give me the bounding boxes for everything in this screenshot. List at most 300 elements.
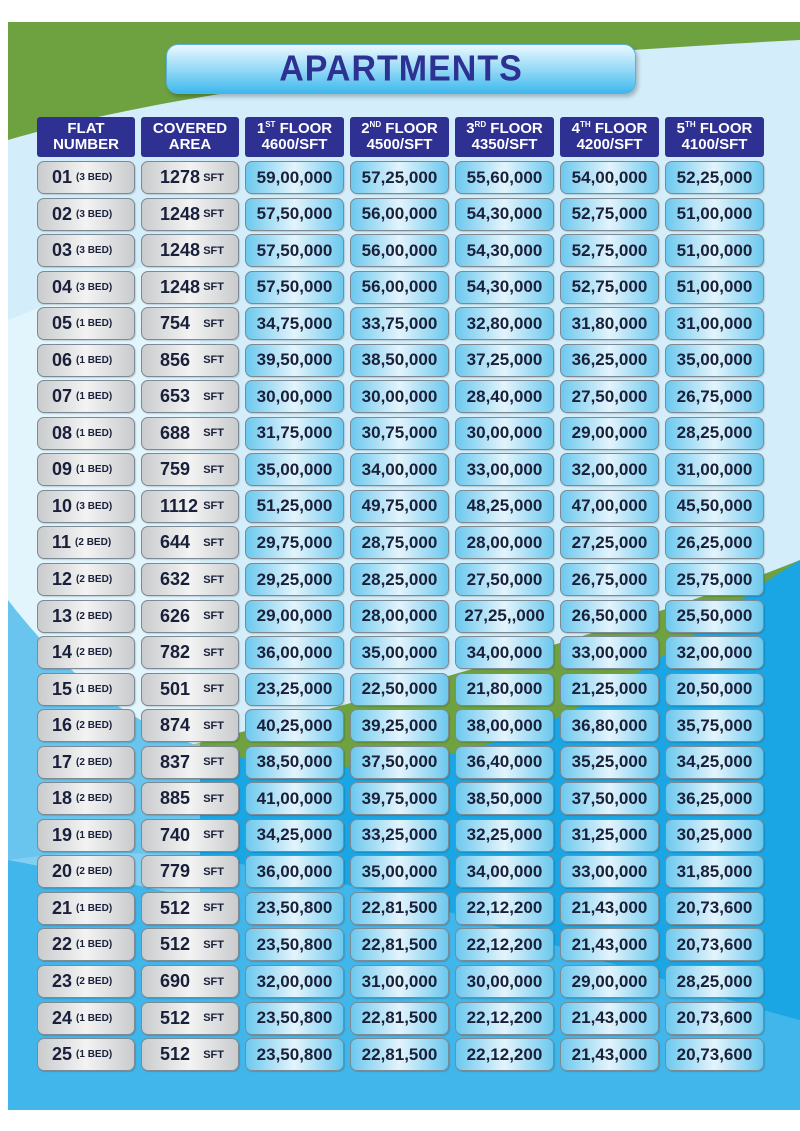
- floor-4-price: 27,25,000: [560, 526, 659, 559]
- header-text: FLOOR: [695, 120, 753, 137]
- floor-3-price: 32,25,000: [455, 819, 554, 852]
- flat-number: 15: [52, 678, 73, 699]
- covered-area-cell: [141, 673, 239, 706]
- floor-5-price: 30,25,000: [665, 819, 764, 852]
- flat-number: 06: [52, 349, 73, 370]
- floor-5-price: 32,00,000: [665, 636, 764, 669]
- floor-2-price: 39,25,000: [350, 709, 449, 742]
- area-unit: SFT: [203, 500, 224, 513]
- floor-1-price: 57,50,000: [245, 271, 344, 304]
- flat-number: 13: [52, 605, 73, 626]
- floor-4-price: 21,25,000: [560, 673, 659, 706]
- covered-area-value: 1248: [160, 276, 201, 297]
- floor-5-price: 36,25,000: [665, 782, 764, 815]
- floor-4-price: 26,50,000: [560, 600, 659, 633]
- floor-4-price: 27,50,000: [560, 380, 659, 413]
- floor-2-price: 28,25,000: [350, 563, 449, 596]
- covered-area-cell: [141, 928, 239, 961]
- floor-4-price: 29,00,000: [560, 417, 659, 450]
- floor-4-price: 21,43,000: [560, 1002, 659, 1035]
- column-header-line2: 4100/SFT: [681, 136, 748, 153]
- bed-count: (3 BED): [76, 172, 113, 183]
- flat-number: 17: [52, 751, 73, 772]
- floor-5-price: 26,25,000: [665, 526, 764, 559]
- covered-area-cell: [141, 344, 239, 377]
- header-text: FLAT: [67, 120, 105, 137]
- floor-1-price: 32,00,000: [245, 965, 344, 998]
- floor-1-price: 38,50,000: [245, 746, 344, 779]
- bed-count: (2 BED): [76, 610, 113, 622]
- covered-area-value: 653: [160, 386, 191, 407]
- bed-count: (3 BED): [76, 500, 113, 512]
- floor-2-price: 30,00,000: [350, 380, 449, 413]
- flat-number-cell: [37, 526, 135, 559]
- covered-area-value: 1248: [160, 203, 201, 224]
- area-unit: SFT: [203, 646, 224, 659]
- floor-1-price: 34,25,000: [245, 819, 344, 852]
- header-text: FLOOR: [486, 120, 543, 137]
- flat-number-cell: [37, 453, 135, 486]
- area-unit: SFT: [203, 938, 224, 951]
- floor-2-price: 56,00,000: [350, 271, 449, 304]
- covered-area-value: 885: [160, 788, 191, 809]
- flat-number: 14: [52, 642, 73, 663]
- floor-3-price: 36,40,000: [455, 746, 554, 779]
- floor-5-price: 31,85,000: [665, 855, 764, 888]
- covered-area-value: 759: [160, 459, 191, 480]
- floor-2-price: 22,81,500: [350, 1002, 449, 1035]
- title-banner: [166, 44, 636, 94]
- floor-1-price: 23,50,800: [245, 892, 344, 925]
- column-header: [665, 117, 764, 157]
- floor-2-price: 33,25,000: [350, 819, 449, 852]
- header-text: FLOOR: [381, 120, 438, 137]
- floor-1-price: 34,75,000: [245, 307, 344, 340]
- bed-count: (2 BED): [76, 720, 113, 732]
- flat-number-cell: [37, 855, 135, 888]
- covered-area-value: 1112: [160, 495, 199, 516]
- flat-number-cell: [37, 417, 135, 450]
- area-unit: SFT: [203, 208, 224, 221]
- flat-number: 22: [52, 934, 73, 955]
- bed-count: (2 BED): [76, 647, 113, 659]
- covered-area-cell: [141, 782, 239, 815]
- column-header: [350, 117, 449, 157]
- floor-3-price: 30,00,000: [455, 417, 554, 450]
- covered-area-value: 626: [160, 605, 191, 626]
- floor-4-price: 35,25,000: [560, 746, 659, 779]
- area-unit: SFT: [203, 390, 224, 403]
- floor-2-price: 56,00,000: [350, 198, 449, 231]
- floor-4-price: 52,75,000: [560, 234, 659, 267]
- floor-1-price: 57,50,000: [245, 234, 344, 267]
- bed-count: (1 BED): [76, 391, 113, 403]
- column-header: [141, 117, 239, 157]
- floor-2-price: 49,75,000: [350, 490, 449, 523]
- flat-number-cell: [37, 673, 135, 706]
- covered-area-cell: [141, 271, 239, 304]
- floor-3-price: 34,00,000: [455, 636, 554, 669]
- floor-5-price: 31,00,000: [665, 453, 764, 486]
- bed-count: (2 BED): [76, 866, 113, 878]
- floor-4-price: 21,43,000: [560, 928, 659, 961]
- header-superscript: ND: [369, 120, 382, 129]
- floor-4-price: 31,80,000: [560, 307, 659, 340]
- floor-5-price: 51,00,000: [665, 234, 764, 267]
- flat-number-cell: [37, 965, 135, 998]
- floor-5-price: 31,00,000: [665, 307, 764, 340]
- floor-3-price: 28,40,000: [455, 380, 554, 413]
- floor-2-price: 33,75,000: [350, 307, 449, 340]
- header-text: 4: [571, 120, 580, 137]
- flat-number-cell: [37, 161, 135, 194]
- floor-5-price: 20,73,600: [665, 892, 764, 925]
- covered-area-cell: [141, 417, 239, 450]
- floor-2-price: 35,00,000: [350, 636, 449, 669]
- bed-count: (1 BED): [76, 829, 113, 841]
- flat-number: 24: [52, 1007, 73, 1028]
- flat-number-cell: [37, 563, 135, 596]
- area-unit: SFT: [203, 573, 224, 586]
- column-header-line2: 4600/SFT: [261, 136, 328, 153]
- floor-4-price: 52,75,000: [560, 271, 659, 304]
- flat-number: 23: [52, 971, 73, 992]
- bed-count: (1 BED): [76, 354, 113, 366]
- flat-number: 05: [52, 313, 73, 334]
- flat-number-cell: [37, 198, 135, 231]
- flat-number-cell: [37, 746, 135, 779]
- floor-1-price: 29,75,000: [245, 526, 344, 559]
- floor-4-price: 36,80,000: [560, 709, 659, 742]
- floor-2-price: 22,81,500: [350, 892, 449, 925]
- bed-count: (2 BED): [76, 756, 113, 768]
- flat-number-cell: [37, 782, 135, 815]
- bed-count: (3 BED): [76, 245, 113, 257]
- floor-2-price: 37,50,000: [350, 746, 449, 779]
- floor-3-price: 32,80,000: [455, 307, 554, 340]
- floor-2-price: 22,81,500: [350, 928, 449, 961]
- covered-area-value: 837: [160, 751, 191, 772]
- column-header-line2: NUMBER: [53, 136, 119, 153]
- area-unit: SFT: [203, 975, 224, 988]
- floor-4-price: 36,25,000: [560, 344, 659, 377]
- floor-5-price: 25,75,000: [665, 563, 764, 596]
- floor-3-price: 27,25,,000: [455, 600, 554, 633]
- bed-count: (1 BED): [76, 427, 113, 439]
- floor-3-price: 48,25,000: [455, 490, 554, 523]
- floor-2-price: 30,75,000: [350, 417, 449, 450]
- column-header-line1: [677, 121, 753, 137]
- column-header: [560, 117, 659, 157]
- floor-4-price: 31,25,000: [560, 819, 659, 852]
- covered-area-cell: [141, 636, 239, 669]
- column-header-line1: [257, 121, 332, 137]
- area-unit: SFT: [203, 683, 224, 696]
- header-superscript: TH: [580, 120, 591, 129]
- flat-number: 10: [52, 495, 73, 516]
- floor-1-price: 41,00,000: [245, 782, 344, 815]
- floor-1-price: 29,00,000: [245, 600, 344, 633]
- area-unit: SFT: [203, 902, 224, 915]
- flat-number: 09: [52, 459, 73, 480]
- flat-number-cell: [37, 344, 135, 377]
- floor-3-price: 30,00,000: [455, 965, 554, 998]
- area-unit: SFT: [203, 610, 224, 623]
- covered-area-cell: [141, 1038, 239, 1071]
- bed-count: (1 BED): [76, 318, 113, 330]
- header-text: FLOOR: [275, 120, 333, 137]
- covered-area-cell: [141, 600, 239, 633]
- floor-4-price: 32,00,000: [560, 453, 659, 486]
- floor-5-price: 20,73,600: [665, 1038, 764, 1071]
- bed-count: (3 BED): [76, 208, 113, 220]
- floor-2-price: 22,81,500: [350, 1038, 449, 1071]
- floor-4-price: 33,00,000: [560, 855, 659, 888]
- covered-area-cell: [141, 1002, 239, 1035]
- column-header-line2: 4500/SFT: [366, 136, 433, 153]
- flat-number: 04: [52, 276, 73, 297]
- covered-area-value: 501: [160, 678, 191, 699]
- floor-3-price: 54,30,000: [455, 198, 554, 231]
- column-header-line2: 4350/SFT: [471, 136, 538, 153]
- covered-area-cell: [141, 709, 239, 742]
- bed-count: (1 BED): [76, 1012, 113, 1024]
- floor-2-price: 28,00,000: [350, 600, 449, 633]
- bed-count: (1 BED): [76, 683, 113, 695]
- bed-count: (2 BED): [76, 976, 113, 988]
- floor-3-price: 54,30,000: [455, 234, 554, 267]
- bed-count: (1 BED): [76, 939, 113, 951]
- column-header-line1: [466, 121, 543, 137]
- floor-1-price: 36,00,000: [245, 855, 344, 888]
- floor-2-price: 28,75,000: [350, 526, 449, 559]
- area-unit: SFT: [203, 536, 224, 549]
- flat-number: 21: [52, 897, 73, 918]
- flat-number-cell: [37, 1038, 135, 1071]
- floor-5-price: 28,25,000: [665, 417, 764, 450]
- floor-1-price: 23,50,800: [245, 1038, 344, 1071]
- column-header-line1: [361, 121, 438, 137]
- area-unit: SFT: [203, 1048, 224, 1061]
- area-unit: SFT: [203, 354, 224, 367]
- floor-5-price: 51,00,000: [665, 198, 764, 231]
- area-unit: SFT: [203, 427, 224, 440]
- floor-4-price: 33,00,000: [560, 636, 659, 669]
- covered-area-value: 690: [160, 971, 191, 992]
- column-header-line2: 4200/SFT: [576, 136, 643, 153]
- flat-number-cell: [37, 819, 135, 852]
- covered-area-value: 874: [160, 715, 191, 736]
- floor-4-price: 21,43,000: [560, 892, 659, 925]
- bed-count: (1 BED): [76, 464, 113, 476]
- floor-1-price: 40,25,000: [245, 709, 344, 742]
- floor-4-price: 26,75,000: [560, 563, 659, 596]
- flat-number: 08: [52, 422, 73, 443]
- covered-area-cell: [141, 563, 239, 596]
- floor-1-price: 57,50,000: [245, 198, 344, 231]
- covered-area-value: 782: [160, 642, 191, 663]
- flat-number-cell: [37, 1002, 135, 1035]
- header-superscript: TH: [685, 120, 696, 129]
- floor-3-price: 28,00,000: [455, 526, 554, 559]
- header-text: 2: [361, 120, 370, 137]
- floor-3-price: 34,00,000: [455, 855, 554, 888]
- floor-3-price: 55,60,000: [455, 161, 554, 194]
- bed-count: (3 BED): [76, 281, 113, 293]
- header-text: FLOOR: [590, 120, 648, 137]
- covered-area-cell: [141, 892, 239, 925]
- area-unit: SFT: [203, 792, 224, 805]
- floor-3-price: 38,00,000: [455, 709, 554, 742]
- covered-area-value: 856: [160, 349, 191, 370]
- floor-5-price: 26,75,000: [665, 380, 764, 413]
- floor-5-price: 35,75,000: [665, 709, 764, 742]
- covered-area-cell: [141, 526, 239, 559]
- floor-4-price: 52,75,000: [560, 198, 659, 231]
- floor-4-price: 29,00,000: [560, 965, 659, 998]
- floor-5-price: 34,25,000: [665, 746, 764, 779]
- page-title: APARTMENTS: [279, 48, 523, 89]
- flat-number-cell: [37, 636, 135, 669]
- floor-2-price: 35,00,000: [350, 855, 449, 888]
- flat-number-cell: [37, 892, 135, 925]
- floor-3-price: 22,12,200: [455, 928, 554, 961]
- area-unit: SFT: [203, 281, 224, 294]
- area-unit: SFT: [203, 756, 224, 769]
- flat-number: 11: [52, 532, 72, 553]
- covered-area-value: 644: [160, 532, 191, 553]
- floor-1-price: 51,25,000: [245, 490, 344, 523]
- column-header-line1: [153, 121, 227, 137]
- column-header: [37, 117, 135, 157]
- covered-area-cell: [141, 965, 239, 998]
- floor-5-price: 20,73,600: [665, 928, 764, 961]
- covered-area-value: 1248: [160, 240, 201, 261]
- covered-area-cell: [141, 307, 239, 340]
- flat-number-cell: [37, 234, 135, 267]
- flat-number: 12: [52, 569, 73, 590]
- floor-2-price: 31,00,000: [350, 965, 449, 998]
- floor-3-price: 38,50,000: [455, 782, 554, 815]
- flat-number: 03: [52, 240, 73, 261]
- floor-3-price: 33,00,000: [455, 453, 554, 486]
- flat-number-cell: [37, 380, 135, 413]
- area-unit: SFT: [203, 171, 224, 184]
- covered-area-cell: [141, 198, 239, 231]
- floor-1-price: 39,50,000: [245, 344, 344, 377]
- flat-number: 16: [52, 715, 73, 736]
- flat-number: 19: [52, 824, 73, 845]
- covered-area-cell: [141, 453, 239, 486]
- covered-area-cell: [141, 161, 239, 194]
- header-superscript: ST: [265, 120, 276, 129]
- bed-count: (1 BED): [76, 1049, 113, 1061]
- flat-number: 02: [52, 203, 73, 224]
- area-unit: SFT: [203, 829, 224, 842]
- area-unit: SFT: [203, 463, 224, 476]
- floor-1-price: 30,00,000: [245, 380, 344, 413]
- floor-4-price: 54,00,000: [560, 161, 659, 194]
- floor-2-price: 56,00,000: [350, 234, 449, 267]
- column-header-line1: [67, 121, 104, 137]
- bed-count: (2 BED): [76, 574, 113, 586]
- floor-3-price: 22,12,200: [455, 892, 554, 925]
- covered-area-cell: [141, 380, 239, 413]
- covered-area-value: 754: [160, 313, 191, 334]
- floor-2-price: 38,50,000: [350, 344, 449, 377]
- flat-number-cell: [37, 307, 135, 340]
- floor-4-price: 47,00,000: [560, 490, 659, 523]
- area-unit: SFT: [203, 244, 224, 257]
- floor-1-price: 23,25,000: [245, 673, 344, 706]
- floor-5-price: 52,25,000: [665, 161, 764, 194]
- floor-4-price: 21,43,000: [560, 1038, 659, 1071]
- floor-1-price: 23,50,800: [245, 928, 344, 961]
- header-superscript: RD: [474, 120, 487, 129]
- covered-area-value: 632: [160, 569, 191, 590]
- covered-area-value: 512: [160, 897, 191, 918]
- floor-5-price: 25,50,000: [665, 600, 764, 633]
- column-header-line1: [572, 121, 648, 137]
- floor-5-price: 20,50,000: [665, 673, 764, 706]
- flat-number-cell: [37, 709, 135, 742]
- floor-3-price: 21,80,000: [455, 673, 554, 706]
- bed-count: (2 BED): [76, 793, 113, 805]
- bed-count: (2 BED): [75, 537, 112, 549]
- covered-area-value: 740: [160, 824, 191, 845]
- flat-number: 25: [52, 1044, 73, 1065]
- floor-5-price: 45,50,000: [665, 490, 764, 523]
- covered-area-value: 512: [160, 1007, 191, 1028]
- floor-3-price: 27,50,000: [455, 563, 554, 596]
- flat-number: 18: [52, 788, 73, 809]
- covered-area-value: 688: [160, 422, 191, 443]
- floor-1-price: 31,75,000: [245, 417, 344, 450]
- floor-1-price: 36,00,000: [245, 636, 344, 669]
- floor-3-price: 22,12,200: [455, 1038, 554, 1071]
- flat-number: 20: [52, 861, 73, 882]
- covered-area-value: 512: [160, 934, 191, 955]
- floor-3-price: 22,12,200: [455, 1002, 554, 1035]
- header-text: 1: [256, 120, 266, 137]
- floor-2-price: 39,75,000: [350, 782, 449, 815]
- covered-area-value: 1278: [160, 167, 201, 187]
- covered-area-value: 779: [160, 861, 191, 882]
- header-text: 3: [466, 120, 475, 137]
- floor-1-price: 59,00,000: [245, 161, 344, 194]
- column-header: [455, 117, 554, 157]
- floor-1-price: 23,50,800: [245, 1002, 344, 1035]
- bed-count: (1 BED): [76, 902, 113, 914]
- flat-number-cell: [37, 600, 135, 633]
- column-header: [245, 117, 344, 157]
- header-text: COVERED: [152, 120, 228, 137]
- floor-5-price: 51,00,000: [665, 271, 764, 304]
- floor-1-price: 29,25,000: [245, 563, 344, 596]
- floor-5-price: 28,25,000: [665, 965, 764, 998]
- flat-number: 01: [52, 167, 73, 187]
- floor-5-price: 20,73,600: [665, 1002, 764, 1035]
- covered-area-cell: [141, 490, 239, 523]
- floor-2-price: 22,50,000: [350, 673, 449, 706]
- flat-number-cell: [37, 271, 135, 304]
- flat-number-cell: [37, 490, 135, 523]
- area-unit: SFT: [203, 1012, 224, 1025]
- floor-2-price: 34,00,000: [350, 453, 449, 486]
- covered-area-cell: [141, 855, 239, 888]
- covered-area-cell: [141, 234, 239, 267]
- header-text: 5: [676, 120, 685, 137]
